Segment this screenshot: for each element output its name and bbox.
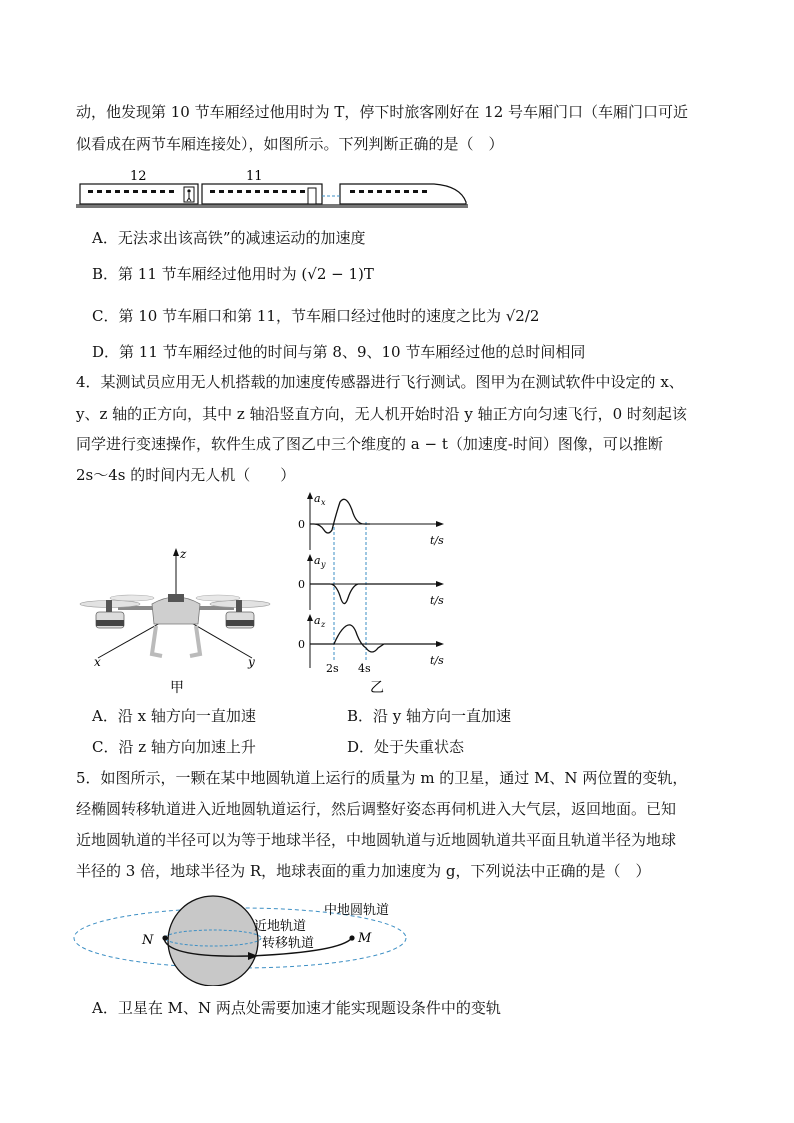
point-m xyxy=(349,935,354,940)
svg-text:a: a xyxy=(314,614,321,627)
tick-2s: 2s xyxy=(326,662,339,675)
train-label-11: 11 xyxy=(246,169,263,184)
q4-text-line4: 2s～4s 的时间内无人机（ ） xyxy=(76,466,296,484)
svg-text:t/s: t/s xyxy=(430,654,444,667)
graph-az xyxy=(298,614,444,668)
svg-text:z: z xyxy=(321,620,326,629)
q5-option-a: A．卫星在 M、N 两点处需要加速才能实现题设条件中的变轨 xyxy=(92,999,501,1017)
train-car-12 xyxy=(80,184,198,204)
svg-text:y: y xyxy=(321,560,326,569)
q5-text-line2: 经椭圆转移轨道进入近地圆轨道运行，然后调整好姿态再伺机进入大气层，返回地面。已知 xyxy=(76,800,677,818)
svg-text:a: a xyxy=(314,554,321,567)
label-near-orbit: 近地轨道 xyxy=(254,919,307,934)
train-figure xyxy=(74,166,474,212)
train-car-11 xyxy=(202,184,322,204)
q4-text-line3: 同学进行变速操作，软件生成了图乙中三个维度的 a − t（加速度-时间）图像，可以推断 xyxy=(76,435,663,453)
label-transfer-orbit: 转移轨道 xyxy=(262,936,315,951)
train-track xyxy=(76,204,468,208)
train-door xyxy=(308,188,316,204)
graph-ax xyxy=(298,492,444,550)
q4-option-c: C．沿 z 轴方向加速上升 xyxy=(92,738,256,756)
q4-option-d: D．处于失重状态 xyxy=(347,738,465,756)
q3-text-line1: 动，他发现第 10 节车厢经过他用时为 T，停下时旅客刚好在 12 号车厢门口（车厢门口可近 xyxy=(76,103,689,121)
svg-text:0: 0 xyxy=(298,638,305,651)
orbit-figure xyxy=(70,894,410,986)
label-n: N xyxy=(142,933,154,948)
q5-text-line1: 5．如图所示，一颗在某中地圆轨道上运行的质量为 m 的卫星，通过 M、N 两位置的变轨， xyxy=(76,769,688,787)
svg-text:a: a xyxy=(314,492,321,505)
q5-text-line3: 近地圆轨道的半径可以为等于地球半径，中地圆轨道与近地圆轨道共平面且轨道半径为地球 xyxy=(76,831,677,849)
graph-ay xyxy=(298,554,444,610)
q3-option-b: B．第 11 节车厢经过他用时为 (√2 − 1)T xyxy=(92,265,374,283)
svg-text:t/s: t/s xyxy=(430,534,444,547)
label-mid-orbit: 中地圆轨道 xyxy=(324,903,390,918)
drone-z-label: z xyxy=(180,547,187,561)
q3-option-a: A．无法求出该高铁”的减速运动的加速度 xyxy=(92,229,366,247)
passenger-icon xyxy=(184,187,194,202)
drone-z-arrow-icon xyxy=(173,548,179,556)
earth xyxy=(168,896,258,986)
train-label-12: 12 xyxy=(130,169,147,184)
q4-option-b: B．沿 y 轴方向一直加速 xyxy=(347,707,512,725)
svg-text:x: x xyxy=(321,498,326,507)
drone-caption: 甲 xyxy=(170,680,184,696)
q5-text-line4: 半径的 3 倍，地球半径为 R，地球表面的重力加速度为 g，下列说法中正确的是（ ） xyxy=(76,862,651,880)
svg-text:t/s: t/s xyxy=(430,594,444,607)
point-n xyxy=(162,935,167,940)
q4-text-line2: y、z 轴的正方向，其中 z 轴沿竖直方向，无人机开始时沿 y 轴正方向匀速飞行，0 时刻起该 xyxy=(76,405,687,423)
q3-text-line2: 似看成在两节车厢连接处），如图所示。下列判断正确的是（ ） xyxy=(76,135,504,153)
drone-y-label: y xyxy=(248,655,255,669)
train-car-head xyxy=(340,184,466,204)
graphs-caption: 乙 xyxy=(370,680,384,696)
q4-option-a: A．沿 x 轴方向一直加速 xyxy=(92,707,256,725)
drone-figure xyxy=(70,544,280,696)
q3-option-c: C．第 10 节车厢口和第 11，节车厢口经过他时的速度之比为 √2/2 xyxy=(92,307,540,325)
svg-text:0: 0 xyxy=(298,518,305,531)
drone-x-label: x xyxy=(94,655,101,669)
svg-text:0: 0 xyxy=(298,578,305,591)
label-m: M xyxy=(358,931,372,946)
drone-icon xyxy=(80,594,270,656)
tick-4s: 4s xyxy=(358,662,371,675)
q4-text-line1: 4．某测试员应用无人机搭载的加速度传感器进行飞行测试。图甲为在测试软件中设定的 x、 xyxy=(76,373,684,391)
at-graphs-figure xyxy=(290,492,450,698)
q3-option-d: D．第 11 节车厢经过他的时间与第 8、9、10 节车厢经过他的总时间相同 xyxy=(92,343,586,361)
